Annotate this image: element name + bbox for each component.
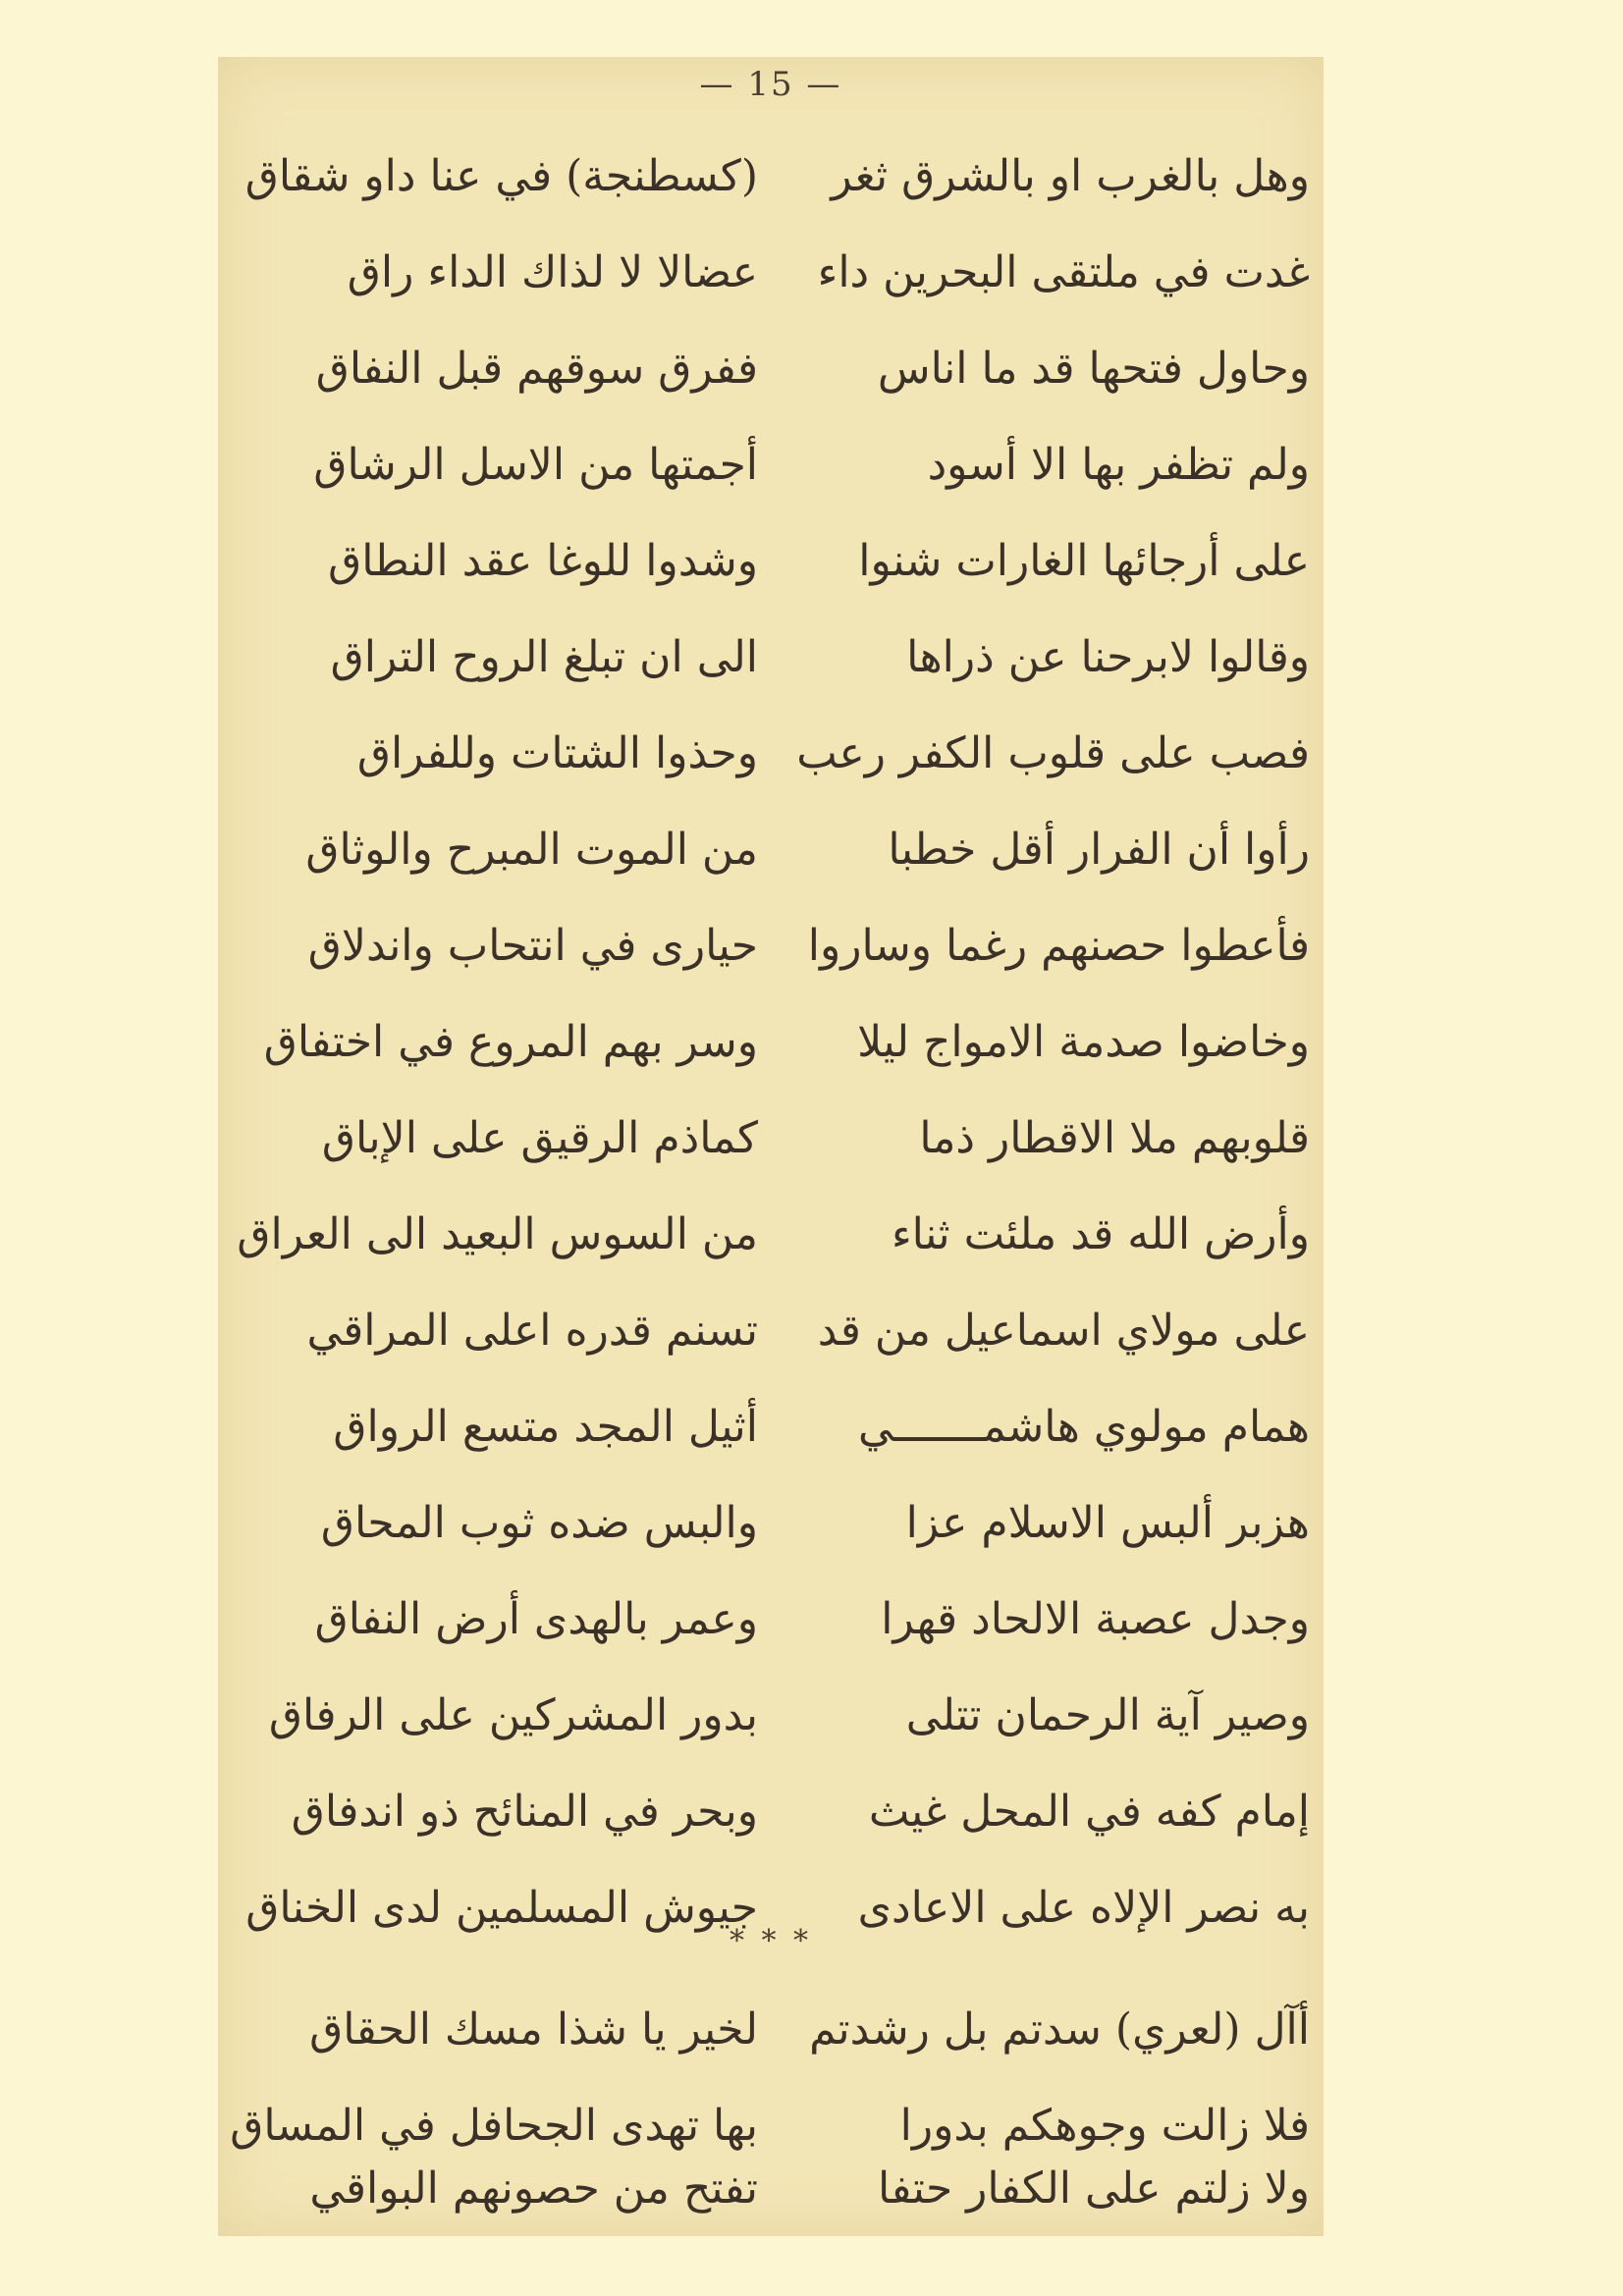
verse-left-hemistich: تسنم قدره اعلى المراقي <box>306 1306 758 1356</box>
verse-right-hemistich: رأوا أن الفرار أقل خطبا <box>888 825 1310 875</box>
verse-right-hemistich: به نصر الإلاه على الاعادى <box>857 1883 1310 1933</box>
verse-right-hemistich: همام مولوي هاشمـــــــي <box>858 1402 1310 1452</box>
verse-right-hemistich: هزبر ألبس الاسلام عزا <box>905 1498 1310 1548</box>
verse-right-hemistich: وحاول فتحها قد ما اناس <box>877 344 1310 394</box>
verse-left-hemistich: جيوش المسلمين لدى الخناق <box>245 1883 758 1933</box>
poem-section-2 <box>218 57 1324 2236</box>
verse-left-hemistich: ففرق سوقهم قبل النفاق <box>315 344 758 394</box>
verse-right-hemistich: إمام كفه في المحل غيث <box>868 1787 1310 1837</box>
verse-right-hemistich: على مولاي اسماعيل من قد <box>817 1306 1310 1356</box>
verse-left-hemistich: عضالا لا لذاك الداء راق <box>347 247 758 297</box>
verse-left-hemistich: بدور المشركين على الرفاق <box>268 1690 758 1740</box>
verse-right-hemistich: فلا زالت وجوهكم بدورا <box>899 2101 1310 2151</box>
section-separator: * * * <box>729 1924 813 1958</box>
verse-right-hemistich: وخاضوا صدمة الامواج ليلا <box>857 1017 1310 1067</box>
verse-left-hemistich: تفتح من حصونهم البواقي <box>309 2163 758 2214</box>
verse-left-hemistich: حيارى في انتحاب واندلاق <box>307 921 758 971</box>
verse-left-hemistich: (كسطنجة) في عنا داو شقاق <box>244 151 758 201</box>
verse-right-hemistich: ولا زلتم على الكفار حتفا <box>878 2163 1310 2214</box>
verse-right-hemistich: وصير آية الرحمان تتلى <box>905 1690 1310 1740</box>
verse-left-hemistich: وبحر في المنائح ذو اندفاق <box>291 1787 758 1837</box>
verse-right-hemistich: فأعطوا حصنهم رغما وساروا <box>807 921 1310 971</box>
verse-left-hemistich: بها تهدى الجحافل في المساق <box>230 2101 758 2151</box>
verse-right-hemistich: فصب على قلوب الكفر رعب <box>796 728 1310 778</box>
page-number: — 15 — <box>699 65 842 104</box>
verse-left-hemistich: من الموت المبرح والوثاق <box>305 825 758 875</box>
verse-left-hemistich: وسر بهم المروع في اختفاق <box>263 1017 758 1067</box>
verse-right-hemistich: وجدل عصبة الالحاد قهرا <box>881 1594 1310 1644</box>
verse-right-hemistich: وهل بالغرب او بالشرق ثغر <box>831 151 1310 201</box>
verse-left-hemistich: وعمر بالهدى أرض النفاق <box>314 1594 758 1644</box>
verse-left-hemistich: أجمتها من الاسل الرشاق <box>313 440 758 490</box>
verse-right-hemistich: أآل (لعري) سدتم بل رشدتم <box>809 2004 1310 2055</box>
verse-left-hemistich: والبس ضده ثوب المحاق <box>320 1498 758 1548</box>
scanned-page <box>218 57 1324 2236</box>
verse <box>218 2142 1324 2236</box>
verse-right-hemistich: قلوبهم ملا الاقطار ذما <box>919 1113 1310 1163</box>
verse-left-hemistich: من السوس البعيد الى العراق <box>237 1209 758 1259</box>
verse <box>218 1983 1324 2077</box>
verse-left-hemistich: وشدوا للوغا عقد النطاق <box>328 536 758 586</box>
verse-left-hemistich: وحذوا الشتات وللفراق <box>356 728 758 778</box>
verse-right-hemistich: وقالوا لابرحنا عن ذراها <box>906 632 1310 682</box>
verse-right-hemistich: ولم تظفر بها الا أسود <box>927 440 1310 490</box>
verse-left-hemistich: لخير يا شذا مسك الحقاق <box>309 2004 758 2055</box>
verse-left-hemistich: أثيل المجد متسع الرواق <box>333 1402 758 1452</box>
verse-left-hemistich: الى ان تبلغ الروح التراق <box>330 632 758 682</box>
verse-left-hemistich: كماذم الرقيق على الإباق <box>321 1113 758 1163</box>
verse-right-hemistich: غدت في ملتقى البحرين داء <box>817 247 1310 297</box>
verse-right-hemistich: وأرض الله قد ملئت ثناء <box>891 1209 1310 1259</box>
verse-right-hemistich: على أرجائها الغارات شنوا <box>858 536 1310 586</box>
